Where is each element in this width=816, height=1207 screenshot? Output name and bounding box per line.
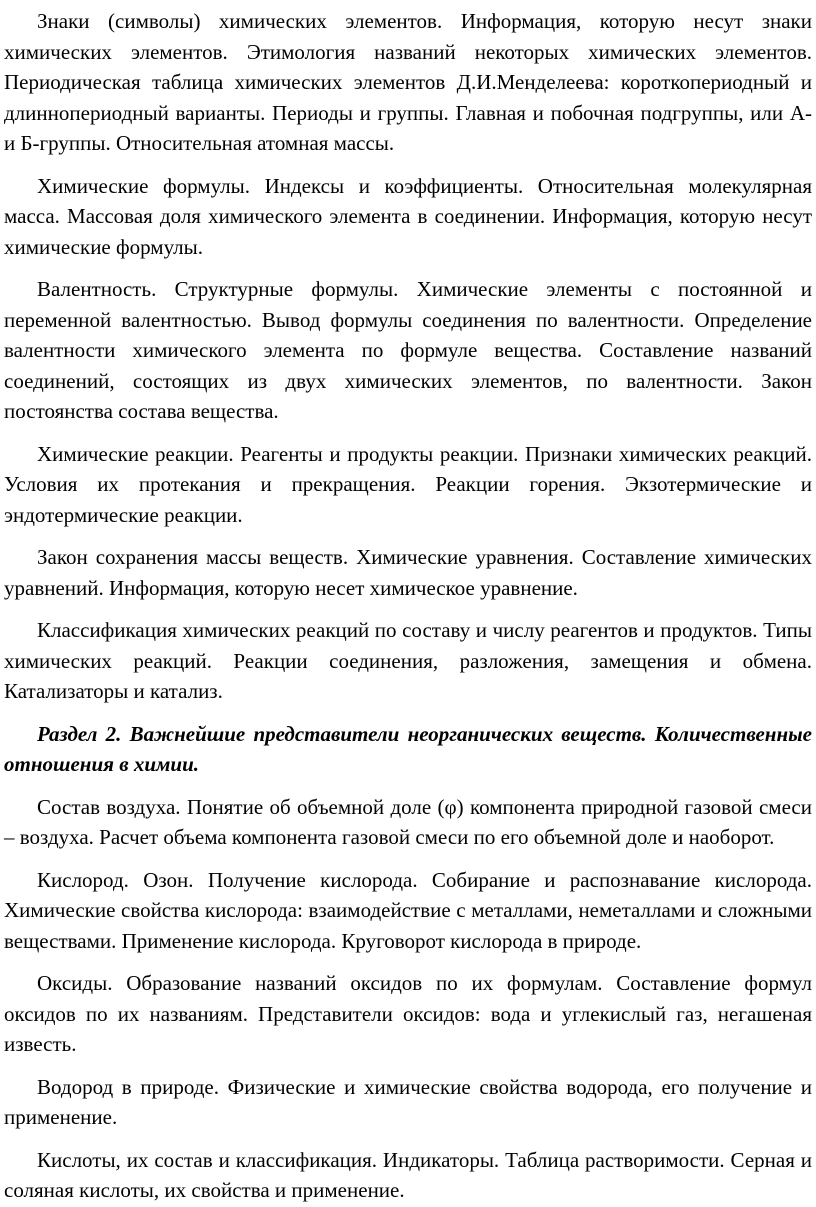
paragraph-oxygen: Кислород. Озон. Получение кислорода. Собирание и распознавание кислорода. Химические свойства кислорода: взаимодействие с металлами, неметаллами и сложными веществами. Применение кислорода. Круговорот кислорода в природе.: [4, 867, 812, 953]
paragraph-acids: Кислоты, их состав и классификация. Индикаторы. Таблица растворимости. Серная и соляная кислоты, их свойства и применение.: [4, 1147, 812, 1202]
section-heading: Раздел 2. Важнейшие представители неорганических веществ. Количественные отношения в химии.: [4, 721, 812, 776]
paragraph-chemical-formulas: Химические формулы. Индексы и коэффициенты. Относительная молекулярная масса. Массовая доля химического элемента в соединении. Информация, которую несут химические формулы.: [4, 173, 812, 259]
paragraph-hydrogen: Водород в природе. Физические и химические свойства водорода, его получение и применение.: [4, 1074, 812, 1129]
paragraph-oxides: Оксиды. Образование названий оксидов по их формулам. Составление формул оксидов по их названиям. Представители оксидов: вода и углекислый газ, негашеная известь.: [4, 971, 812, 1056]
paragraph-valence: Валентность. Структурные формулы. Химические элементы с постоянной и переменной валентностью. Вывод формулы соединения по валентности. Определение валентности химического элемента по формуле вещества. Составление названий соединений, состоящих из двух химических элементов, по валентности. Закон постоянства состава вещества.: [4, 277, 812, 423]
paragraph-reaction-classification: Классификация химических реакций по составу и числу реагентов и продуктов. Типы химических реакций. Реакции соединения, разложения, замещения и обмена. Катализаторы и катализ.: [4, 618, 812, 703]
paragraph-chemical-symbols: Знаки (символы) химических элементов. Информация, которую несут знаки химических элементов. Этимология названий некоторых химических элементов. Периодическая таблица химических элементов Д.И.Менделеева: короткопериодный и длиннопериодный варианты. Периоды и группы. Главная и побочная подгруппы, или А- и Б-группы. Относительная атомная массы.: [4, 9, 812, 155]
paragraph-chemical-reactions: Химические реакции. Реагенты и продукты реакции. Признаки химических реакций. Условия их протекания и прекращения. Реакции горения. Экзотермические и эндотермические реакции.: [4, 441, 812, 527]
paragraph-mass-conservation: Закон сохранения массы веществ. Химические уравнения. Составление химических уравнений. Информация, которую несет химическое уравнение.: [4, 545, 812, 600]
paragraph-air-composition: Состав воздуха. Понятие об объемной доле (φ) компонента природной газовой смеси – воздуха. Расчет объема компонента газовой смеси по его объемной доле и наоборот.: [4, 794, 812, 849]
